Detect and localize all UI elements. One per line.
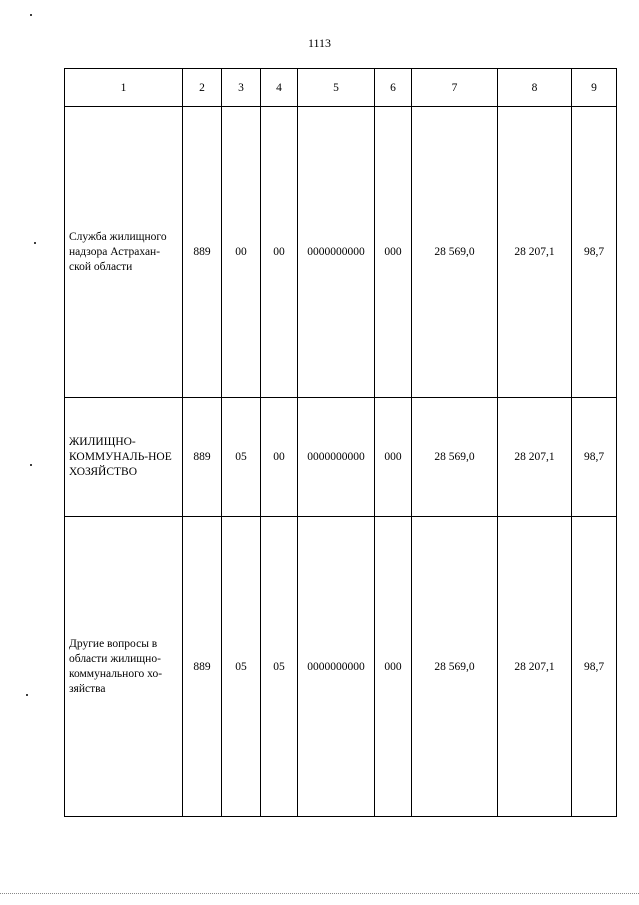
cell-col-2: 889 (183, 107, 222, 398)
row-name: Другие вопросы в области жилищно-коммунального хо-зяйства (65, 517, 183, 817)
cell-col-8: 28 207,1 (498, 398, 572, 517)
table-row (65, 107, 617, 398)
cell-col-7: 28 569,0 (412, 398, 498, 517)
table-header-row (65, 69, 617, 107)
cell-col-8: 28 207,1 (498, 107, 572, 398)
cell-col-6: 000 (375, 107, 412, 398)
cell-col-8: 28 207,1 (498, 517, 572, 817)
cell-col-4: 00 (261, 398, 298, 517)
scan-speck (30, 464, 32, 466)
column-header: 7 (412, 69, 498, 107)
row-name: Служба жилищного надзора Астрахан-ской области (65, 107, 183, 398)
scan-speck (34, 242, 36, 244)
scan-speck (30, 14, 32, 16)
column-header: 4 (261, 69, 298, 107)
budget-table (64, 68, 617, 817)
cell-col-4: 05 (261, 517, 298, 817)
cell-col-6: 000 (375, 398, 412, 517)
cell-col-9: 98,7 (572, 107, 617, 398)
table-row (65, 517, 617, 817)
cell-col-7: 28 569,0 (412, 107, 498, 398)
cell-col-5: 0000000000 (298, 398, 375, 517)
cell-col-2: 889 (183, 517, 222, 817)
column-header: 9 (572, 69, 617, 107)
table-row (65, 398, 617, 517)
cell-col-7: 28 569,0 (412, 517, 498, 817)
scan-speck (26, 694, 28, 696)
cell-col-6: 000 (375, 517, 412, 817)
column-header: 6 (375, 69, 412, 107)
row-name: ЖИЛИЩНО-КОММУНАЛЬ-НОЕ ХОЗЯЙСТВО (65, 398, 183, 517)
column-header: 2 (183, 69, 222, 107)
cell-col-3: 00 (222, 107, 261, 398)
cell-col-5: 0000000000 (298, 517, 375, 817)
page-number: 1113 (307, 36, 332, 50)
column-header: 5 (298, 69, 375, 107)
cell-col-2: 889 (183, 398, 222, 517)
column-header: 8 (498, 69, 572, 107)
column-header: 1 (65, 69, 183, 107)
cell-col-9: 98,7 (572, 517, 617, 817)
cell-col-9: 98,7 (572, 398, 617, 517)
cell-col-4: 00 (261, 107, 298, 398)
cell-col-3: 05 (222, 398, 261, 517)
cell-col-5: 0000000000 (298, 107, 375, 398)
column-header: 3 (222, 69, 261, 107)
scan-edge-line (0, 893, 639, 894)
cell-col-3: 05 (222, 517, 261, 817)
